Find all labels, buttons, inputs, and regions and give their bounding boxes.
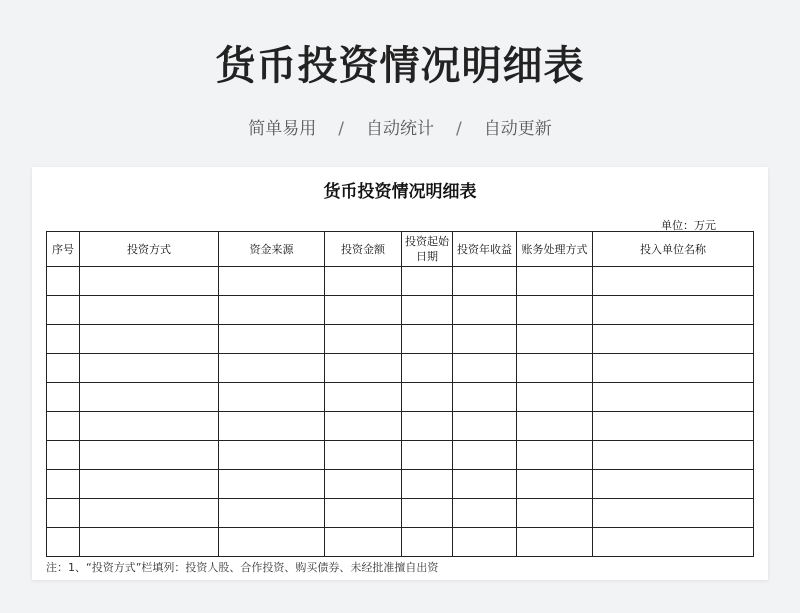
table-cell[interactable]: [219, 296, 325, 325]
table-header-row: [47, 232, 754, 267]
table-cell[interactable]: [517, 412, 593, 441]
table-row: [47, 325, 754, 354]
tagline-item-1: 简单易用: [248, 119, 317, 139]
table-cell[interactable]: [80, 441, 219, 470]
table-cell[interactable]: [453, 441, 517, 470]
tagline-separator: /: [456, 119, 462, 139]
column-header-amount: 投资金额: [325, 232, 402, 267]
table-cell[interactable]: [219, 325, 325, 354]
column-header-accounting: 账务处理方式: [517, 232, 593, 267]
table-cell[interactable]: [80, 383, 219, 412]
table-row: [47, 528, 754, 557]
spreadsheet-preview: [32, 167, 768, 580]
table-cell[interactable]: [219, 267, 325, 296]
table-cell[interactable]: [47, 441, 80, 470]
table-cell[interactable]: [47, 528, 80, 557]
table-cell[interactable]: [47, 325, 80, 354]
table-cell[interactable]: [453, 412, 517, 441]
table-cell[interactable]: [517, 267, 593, 296]
table-cell[interactable]: [593, 499, 754, 528]
table-cell[interactable]: [402, 412, 453, 441]
sheet-title: 货币投资情况明细表: [323, 182, 477, 202]
table-cell[interactable]: [325, 296, 402, 325]
table-cell[interactable]: [80, 354, 219, 383]
table-cell[interactable]: [402, 383, 453, 412]
table-cell[interactable]: [80, 499, 219, 528]
footnote: 注：1、“投资方式”栏填列：投资人股、合作投资、购买债券、未经批准擅自出资: [46, 561, 439, 574]
table-cell[interactable]: [517, 441, 593, 470]
table-cell[interactable]: [80, 267, 219, 296]
table-cell[interactable]: [402, 499, 453, 528]
table-cell[interactable]: [325, 441, 402, 470]
table-cell[interactable]: [219, 499, 325, 528]
table-cell[interactable]: [325, 499, 402, 528]
table-cell[interactable]: [219, 470, 325, 499]
table-cell[interactable]: [517, 325, 593, 354]
table-cell[interactable]: [453, 499, 517, 528]
unit-label: 单位：万元: [661, 219, 716, 232]
table-row: [47, 499, 754, 528]
table-row: [47, 354, 754, 383]
table-cell[interactable]: [402, 267, 453, 296]
table-cell[interactable]: [593, 441, 754, 470]
column-header-method: 投资方式: [80, 232, 219, 267]
table-cell[interactable]: [325, 470, 402, 499]
table-cell[interactable]: [47, 383, 80, 412]
table-cell[interactable]: [517, 528, 593, 557]
table-body: [47, 267, 754, 557]
table-cell[interactable]: [80, 325, 219, 354]
table-cell[interactable]: [402, 470, 453, 499]
table-cell[interactable]: [517, 296, 593, 325]
table-row: [47, 470, 754, 499]
table-cell[interactable]: [47, 267, 80, 296]
table-cell[interactable]: [593, 528, 754, 557]
table-cell[interactable]: [402, 325, 453, 354]
page-title: 货币投资情况明细表: [215, 43, 585, 89]
table-cell[interactable]: [453, 528, 517, 557]
detail-table: [46, 231, 754, 557]
column-header-start-date: 投资起始日期: [402, 232, 453, 267]
table-cell[interactable]: [453, 354, 517, 383]
table-cell[interactable]: [402, 528, 453, 557]
table-cell[interactable]: [593, 383, 754, 412]
table-cell[interactable]: [453, 267, 517, 296]
table-cell[interactable]: [219, 354, 325, 383]
table-cell[interactable]: [517, 470, 593, 499]
table-cell[interactable]: [47, 470, 80, 499]
table-cell[interactable]: [593, 354, 754, 383]
table-cell[interactable]: [325, 528, 402, 557]
table-cell[interactable]: [219, 412, 325, 441]
table-cell[interactable]: [80, 470, 219, 499]
table-cell[interactable]: [325, 354, 402, 383]
table-row: [47, 267, 754, 296]
column-header-index: 序号: [47, 232, 80, 267]
table-cell[interactable]: [517, 383, 593, 412]
tagline-item-2: 自动统计: [366, 119, 434, 139]
column-header-unit-name: 投入单位名称: [593, 232, 754, 267]
table-cell[interactable]: [219, 528, 325, 557]
table-cell[interactable]: [47, 499, 80, 528]
tagline-separator: /: [338, 119, 344, 139]
column-header-source: 资金来源: [219, 232, 325, 267]
table-cell[interactable]: [219, 441, 325, 470]
table-cell[interactable]: [593, 412, 754, 441]
table-cell[interactable]: [402, 354, 453, 383]
table-cell[interactable]: [325, 412, 402, 441]
table-row: [47, 296, 754, 325]
table-cell[interactable]: [593, 296, 754, 325]
table-row: [47, 383, 754, 412]
tagline: [0, 114, 800, 139]
table-cell[interactable]: [453, 383, 517, 412]
table-cell[interactable]: [325, 267, 402, 296]
table-cell[interactable]: [453, 325, 517, 354]
table-cell[interactable]: [47, 296, 80, 325]
table-cell[interactable]: [517, 354, 593, 383]
column-header-annual-return: 投资年收益: [453, 232, 517, 267]
table-cell[interactable]: [402, 296, 453, 325]
table-row: [47, 412, 754, 441]
table-cell[interactable]: [593, 470, 754, 499]
table-row: [47, 441, 754, 470]
table-cell[interactable]: [402, 441, 453, 470]
table-cell[interactable]: [593, 267, 754, 296]
table-cell[interactable]: [47, 354, 80, 383]
table-cell[interactable]: [325, 325, 402, 354]
table-cell[interactable]: [453, 470, 517, 499]
table-cell[interactable]: [517, 499, 593, 528]
table-cell[interactable]: [80, 412, 219, 441]
table-cell[interactable]: [80, 528, 219, 557]
table-cell[interactable]: [453, 296, 517, 325]
table-cell[interactable]: [80, 296, 219, 325]
table-cell[interactable]: [47, 412, 80, 441]
tagline-item-3: 自动更新: [483, 119, 552, 139]
table-cell[interactable]: [219, 383, 325, 412]
table-cell[interactable]: [593, 325, 754, 354]
table-cell[interactable]: [325, 383, 402, 412]
